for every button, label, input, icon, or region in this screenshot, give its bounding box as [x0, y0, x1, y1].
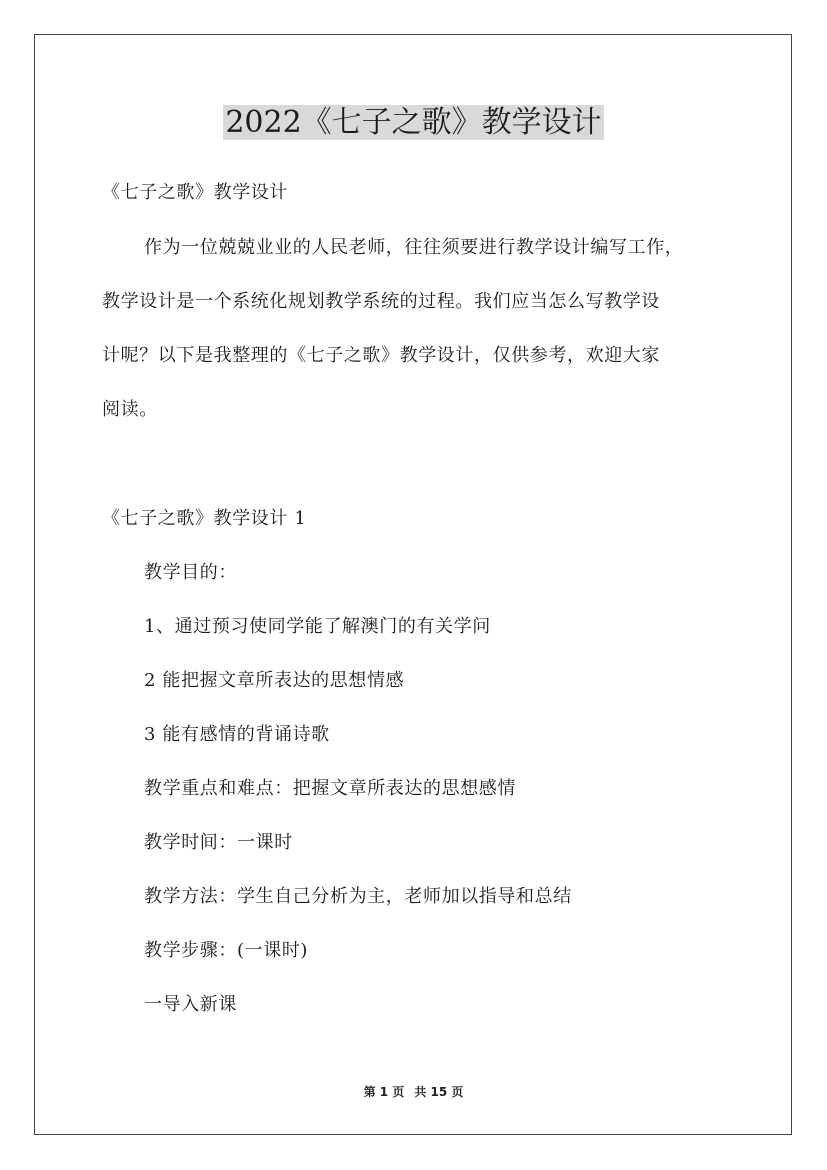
intro-line-2: 教学设计是一个系统化规划教学系统的过程。我们应当怎么写教学设 — [102, 291, 660, 312]
goal-item-2: 2 能把握文章所表达的思想情感 — [144, 670, 405, 691]
section-heading: 《七子之歌》教学设计 1 — [102, 508, 307, 529]
page-number: 第 1 页 — [363, 1085, 405, 1099]
page-footer — [0, 1084, 827, 1100]
goal-item-3: 3 能有感情的背诵诗歌 — [144, 724, 330, 745]
teaching-time: 教学时间：一课时 — [144, 832, 293, 853]
page-total: 共 15 页 — [414, 1085, 464, 1099]
document-subtitle: 《七子之歌》教学设计 — [102, 182, 288, 203]
key-points: 教学重点和难点：把握文章所表达的思想感情 — [144, 778, 516, 799]
teaching-steps: 教学步骤：(一课时) — [144, 940, 309, 961]
intro-line-4: 阅读。 — [102, 399, 158, 420]
teaching-goal-label: 教学目的： — [144, 562, 237, 583]
intro-line-1: 作为一位兢兢业业的人民老师，往往须要进行教学设计编写工作， — [144, 237, 684, 258]
goal-item-1: 1、通过预习使同学能了解澳门的有关学问 — [144, 616, 491, 637]
document-title — [0, 103, 827, 143]
teaching-method: 教学方法：学生自己分析为主，老师加以指导和总结 — [144, 886, 572, 907]
intro-line-3: 计呢？以下是我整理的《七子之歌》教学设计，仅供参考，欢迎大家 — [102, 345, 660, 366]
document-title-text: 2022《七子之歌》教学设计 — [225, 105, 602, 140]
step-intro: 一导入新课 — [144, 994, 237, 1015]
